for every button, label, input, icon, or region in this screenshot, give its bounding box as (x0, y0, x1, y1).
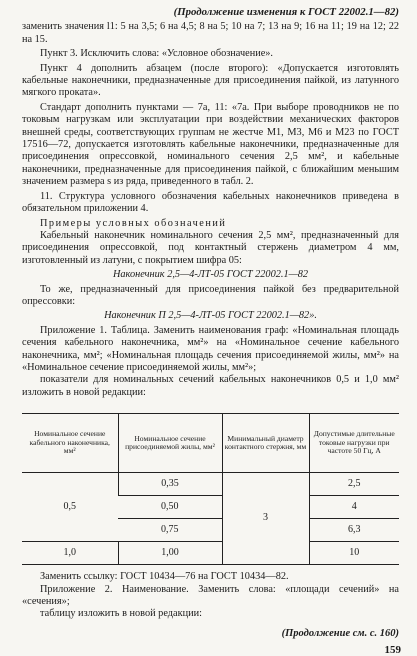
column-header-tip-section: Номинальное сечение кабельного наконечника, мм² (22, 414, 118, 473)
table-cell-current-load: 2,5 (309, 473, 399, 496)
table-cell-wire-section: 0,35 (118, 473, 222, 496)
document-page (22, 6, 399, 640)
paragraph-new-values: показатели для номинальных сечений кабельных наконечников 0,5 и 1,0 мм² изложить в новой редакции: (22, 374, 399, 398)
paragraph-item-7a: Стандарт дополнить пунктами — 7а, 11: «7а. При выборе проводников не по токовым нагрузкам или эксплуатации при воздействии механических факторов внешней среды, соответствующих группам не жестче М1, М3, М6 и М23 по ГОСТ 17516—72, допускается изготовлять кабельные наконечники, предназначенные для присоединения опрессовкой, номинального сечения 2,5 мм², и кабельные наконечники, предназначенные для присоединения пайкой, с ближайшим меньшим значением размера s из ряда, приведенного в табл. 2. (22, 101, 399, 188)
designation-example-1: Наконечник 2,5—4-ЛТ-05 ГОСТ 22002.1—82 (112, 269, 309, 281)
paragraph-item-11: 11. Структура условного обозначения кабельных наконечников приведена в обязательном приложении 4. (22, 190, 399, 215)
table-cell-current-load: 4 (309, 496, 399, 519)
paragraph-example-1: Кабельный наконечник номинального сечения 2,5 мм², предназначенный для присоединения опрессовкой, под контактный стержень диаметром 4 мм, изготовленный из латуни, с покрытием шифра 05: (22, 229, 399, 266)
table-cell-current-load: 10 (309, 542, 399, 565)
paragraph-appendix-2: Приложение 2. Наименование. Заменить слова: «площади сечений» на «сечения»; (22, 583, 399, 607)
table-row (22, 473, 399, 496)
paragraph-example-2: То же, предназначенный для присоединения пайкой без предварительной опрессовки: (22, 283, 399, 307)
table-cell-current-load: 6,3 (309, 519, 399, 542)
examples-heading: Примеры условных обозначений (40, 217, 227, 229)
page-header: (Продолжение изменения к ГОСТ 22002.1—82) (173, 6, 399, 18)
designation-example-2: Наконечник П 2,5—4-ЛТ-05 ГОСТ 22002.1—82». (104, 310, 317, 322)
table-cell-tip-section: 1,0 (22, 542, 118, 565)
paragraph-l1-values: заменить значения l1: 5 на 3,5; 6 на 4,5; 8 на 5; 10 на 7; 13 на 9; 16 на 11; 19 на 12; 22 на 15. (22, 21, 399, 45)
table-cell-tip-section: 0,5 (22, 473, 118, 542)
page-number: 159 (384, 644, 401, 656)
paragraph-reference-replace: Заменить ссылку: ГОСТ 10434—76 на ГОСТ 10434—82. (40, 571, 289, 583)
paragraph-item-3: Пункт 3. Исключить слова: «Условное обозначение». (40, 48, 274, 60)
page-footer-continued: (Продолжение см. с. 160) (281, 627, 399, 639)
column-header-stud-diameter: Минимальный диаметр контактного стержня, мм (222, 414, 309, 473)
table-row (22, 542, 399, 565)
column-header-wire-section: Номинальное сечение присоединяемой жилы, мм² (118, 414, 222, 473)
table-header-row (22, 414, 399, 473)
data-table (22, 413, 399, 565)
paragraph-appendix-1: Приложение 1. Таблица. Заменить наименования граф: «Номинальная площадь сечения кабельного наконечника, мм²» на «Номинальное сечение кабельного наконечника, мм²; «Номинальная площадь сечения присоединяемой жилы, мм²» на «Номинальное сечение присоединяемой жилы, мм²»; (22, 324, 399, 373)
table-cell-stud-diameter: 3 (222, 473, 309, 565)
table-cell-wire-section: 0,75 (118, 519, 222, 542)
paragraph-table-new-edition: таблицу изложить в новой редакции: (40, 608, 202, 620)
table-cell-wire-section: 1,00 (118, 542, 222, 565)
column-header-current-load: Допустимые длительные токовые нагрузки при частоте 50 Гц, А (309, 414, 399, 473)
table-cell-wire-section: 0,50 (118, 496, 222, 519)
paragraph-item-4: Пункт 4 дополнить абзацем (после второго): «Допускается изготовлять кабельные наконечники, предназначенные для присоединения пайкой, из латунного мягкого проката». (22, 62, 399, 99)
